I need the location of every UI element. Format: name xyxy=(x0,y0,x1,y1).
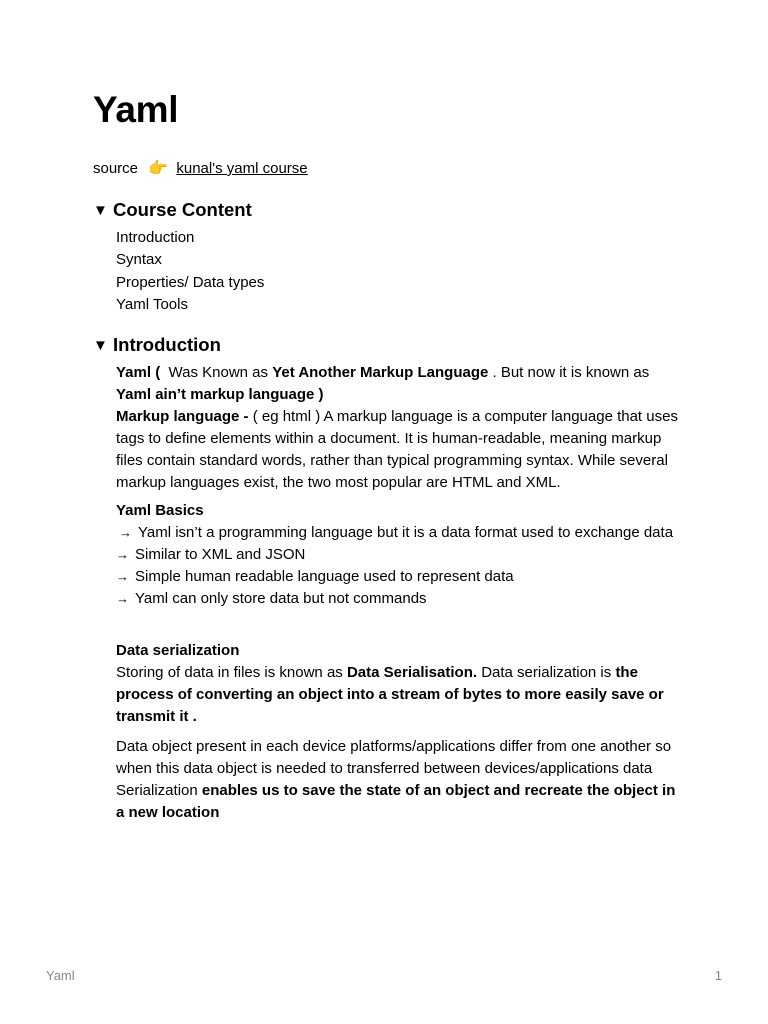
serialization-text: Storing of data in files is known as xyxy=(116,664,347,681)
list-item: Yaml Tools xyxy=(116,295,188,313)
yaml-recursive-name: Yaml ain’t markup language ) xyxy=(116,386,324,403)
list-item: Syntax xyxy=(116,251,162,269)
list-item: Simple human readable language used to represent data xyxy=(135,568,514,585)
arrow-icon: → xyxy=(119,525,132,540)
introduction-toggle[interactable] xyxy=(93,334,221,357)
intro-paragraph xyxy=(116,362,681,494)
course-link[interactable]: kunal's yaml course xyxy=(176,160,308,177)
source-label: source xyxy=(93,160,139,177)
yaml-basics-heading: Yaml Basics xyxy=(116,502,204,519)
now-known-text: . But now it is known as xyxy=(488,364,650,381)
list-item: Introduction xyxy=(116,229,195,246)
yaml-basics-section xyxy=(116,500,681,610)
yaml-open: Yaml ( xyxy=(116,364,161,381)
course-content-heading: Course Content xyxy=(113,199,252,220)
markup-language-label: Markup language - xyxy=(116,408,249,425)
yaml-full-name: Yet Another Markup Language xyxy=(272,364,489,381)
serialization-definition: the process of converting an object into a stream of bytes to more easily save or transmit it . xyxy=(116,664,664,725)
introduction-heading: Introduction xyxy=(113,334,221,355)
arrow-icon: → xyxy=(116,547,129,562)
serialization-text: Data serialization is xyxy=(477,664,616,681)
triangle-down-icon[interactable]: ▼ xyxy=(93,202,108,219)
source-line xyxy=(93,160,308,178)
page-title: Yaml xyxy=(93,89,179,130)
markup-language-text: ( eg html ) A markup language is a computer language that uses tags to define elements within a document. It is human-readable, meaning markup files contain standard words, rather than typical programming syntax. While several markup languages exist, the two most popular are HTML and XML. xyxy=(116,408,678,491)
list-item: Properties/ Data types xyxy=(116,273,265,291)
course-content-list xyxy=(116,227,264,316)
data-object-emphasis: enables us to save the state of an object and recreate the object in a new location xyxy=(116,782,676,821)
list-item: Yaml can only store data but not commands xyxy=(135,590,427,607)
was-known-text: Was Known as xyxy=(160,364,273,381)
pointing-hand-icon: 👉 xyxy=(148,160,169,177)
data-object-text: Data object present in each device platforms/applications differ from one another so when this data object is needed to transferred between devices/applications data Serialization xyxy=(116,738,672,799)
triangle-down-icon[interactable]: ▼ xyxy=(93,337,108,354)
footer-title: Yaml xyxy=(46,968,75,983)
course-content-toggle[interactable] xyxy=(93,199,252,222)
data-serialization-heading: Data serialization xyxy=(116,642,240,659)
list-item: Yaml isn’t a programming language but it is a data format used to exchange data xyxy=(138,524,674,541)
list-item: Similar to XML and JSON xyxy=(135,546,306,563)
data-serialization-section xyxy=(116,640,681,824)
page-number: 1 xyxy=(714,968,722,983)
arrow-icon: → xyxy=(116,591,129,606)
serialization-term: Data Serialisation. xyxy=(346,664,478,681)
arrow-icon: → xyxy=(116,569,129,584)
